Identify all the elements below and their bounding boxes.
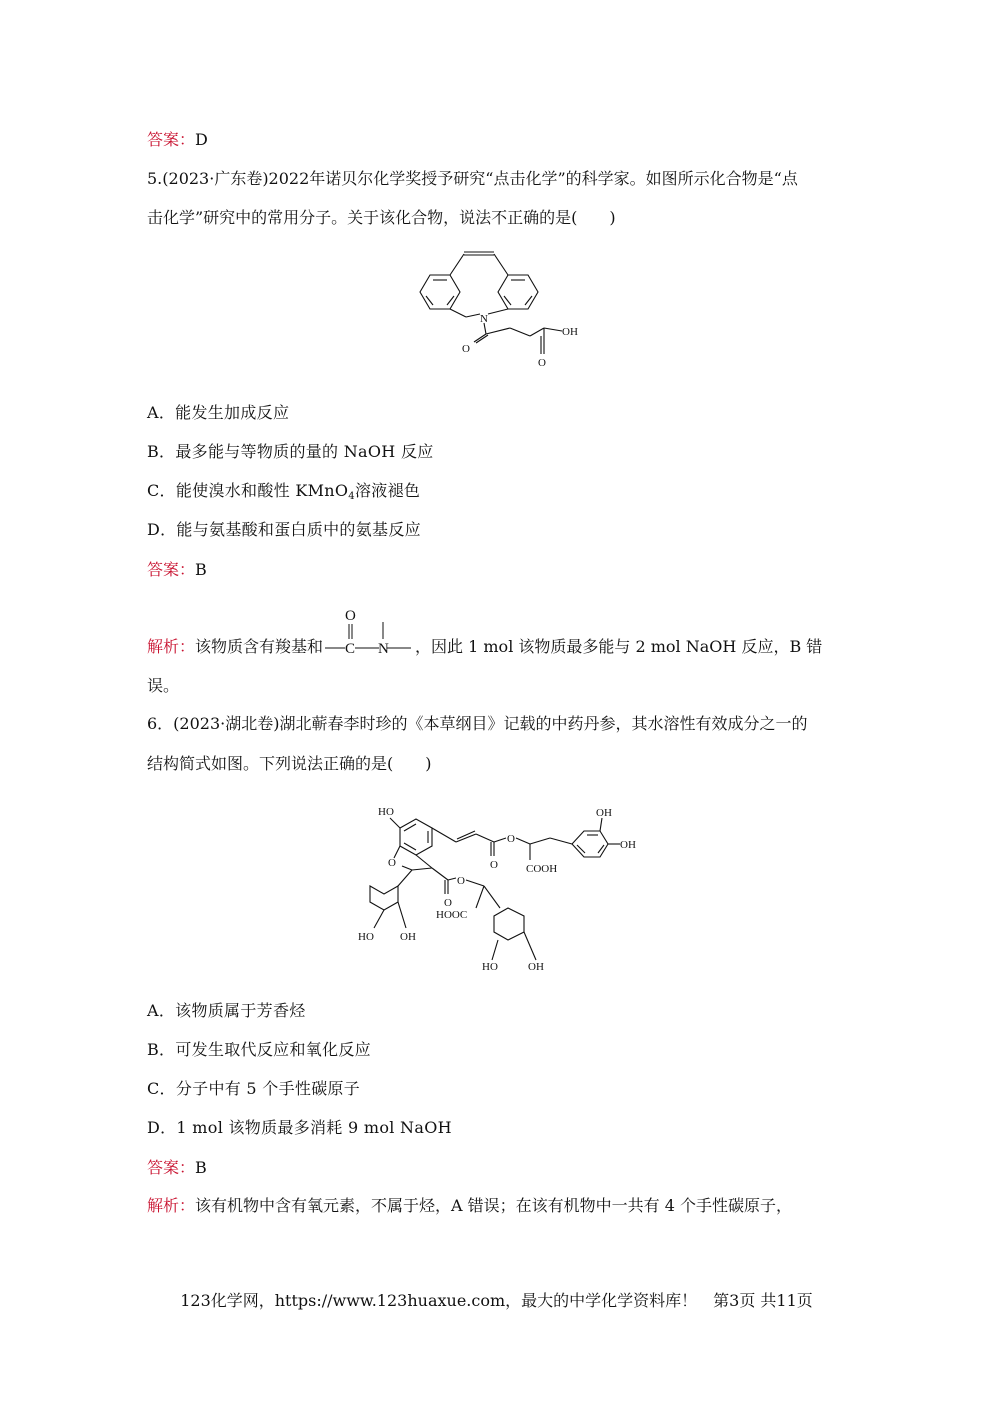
analysis-label: 解析： [147,637,196,656]
ho-top-label: HO [378,806,394,818]
q5-analysis-line2: 误。 [147,676,180,695]
q5-option-c: C．能使溴水和酸性 KMnO$_4$溶液褪色 [147,481,421,502]
amide-fragment-formula [323,608,415,660]
answer-label: 答案： [147,560,196,579]
acid-o-label: O [538,357,546,369]
n-label: N [480,313,488,325]
answer-label: 答案： [147,130,196,149]
q6-option-b: B．可发生取代反应和氧化反应 [147,1040,371,1059]
ho-b2-label: HO [482,961,498,973]
fragment-n: N [378,641,389,657]
oh-r2-label: OH [620,839,636,851]
q6-analysis: 解析：该有机物中含有氧元素，不属于烃，A 错误；在该有机物中一共有 4 个手性碳原子， [147,1196,793,1215]
oh-b1-label: OH [400,931,416,943]
q6-answer [147,1156,207,1180]
cooh-label: COOH [526,863,558,875]
bottom-catechol-ring [494,908,524,940]
oh-r1-label: OH [596,807,612,819]
q6-option-a: A．该物质属于芳香烃 [147,1001,306,1020]
ester2-link-o-label: O [457,875,465,887]
q5-option-b: B．最多能与等物质的量的 NaOH 反应 [147,442,434,461]
hooc-label: HOOC [436,909,468,921]
ho-b1-label: HO [358,931,374,943]
q6-stem-line1: 6．(2023·湖北卷)湖北蕲春李时珍的《本草纲目》记载的中药丹参，其水溶性有效成分之一的 [147,714,808,733]
oh-b2-label: OH [528,961,544,973]
furan-o-label: O [388,857,396,869]
fragment-o: O [345,608,356,624]
answer-value: B [195,1158,207,1177]
analysis-label: 解析： [147,1196,196,1215]
q5-option-d: D．能与氨基酸和蛋白质中的氨基反应 [147,520,421,539]
q5-stem-line2: 击化学”研究中的常用分子。关于该化合物，说法不正确的是( ) [147,208,616,227]
answer-value: D [195,130,208,149]
ester2-o-label: O [444,897,452,909]
fragment-c: C [345,641,356,657]
q5-analysis-line1: 解析：该物质含有羧基和 O C N ，因此 1 mol 该物质最多能与 2 mol NaOH 反应，B 错 [147,635,822,660]
answer-value: B [195,560,207,579]
oh-label: OH [562,326,578,338]
q5-stem-line1: 5.(2023·广东卷)2022年诺贝尔化学奖授予研究“点击化学”的科学家。如图所示化合物是“点 [147,169,798,188]
q6-structure-diagram [350,798,650,978]
ketone-o-label: O [462,343,470,355]
answer-label: 答案： [147,1158,196,1177]
ester1-o-label: O [490,859,498,871]
q6-option-d: D．1 mol 该物质最多消耗 9 mol NaOH [147,1118,452,1137]
q6-option-c: C．分子中有 5 个手性碳原子 [147,1079,361,1098]
q5-structure-diagram [410,232,590,372]
q6-stem-line2: 结构简式如图。下列说法正确的是( ) [147,754,432,773]
lower-left-catechol-ring [370,886,398,910]
previous-answer [147,128,208,152]
page-footer: 123化学网，https://www.123huaxue.com，最大的中学化学资料库！ 第3页 共11页 [180,1291,813,1310]
ester1-link-o-label: O [507,833,515,845]
q5-answer [147,558,207,582]
q5-option-a: A．能发生加成反应 [147,403,290,422]
